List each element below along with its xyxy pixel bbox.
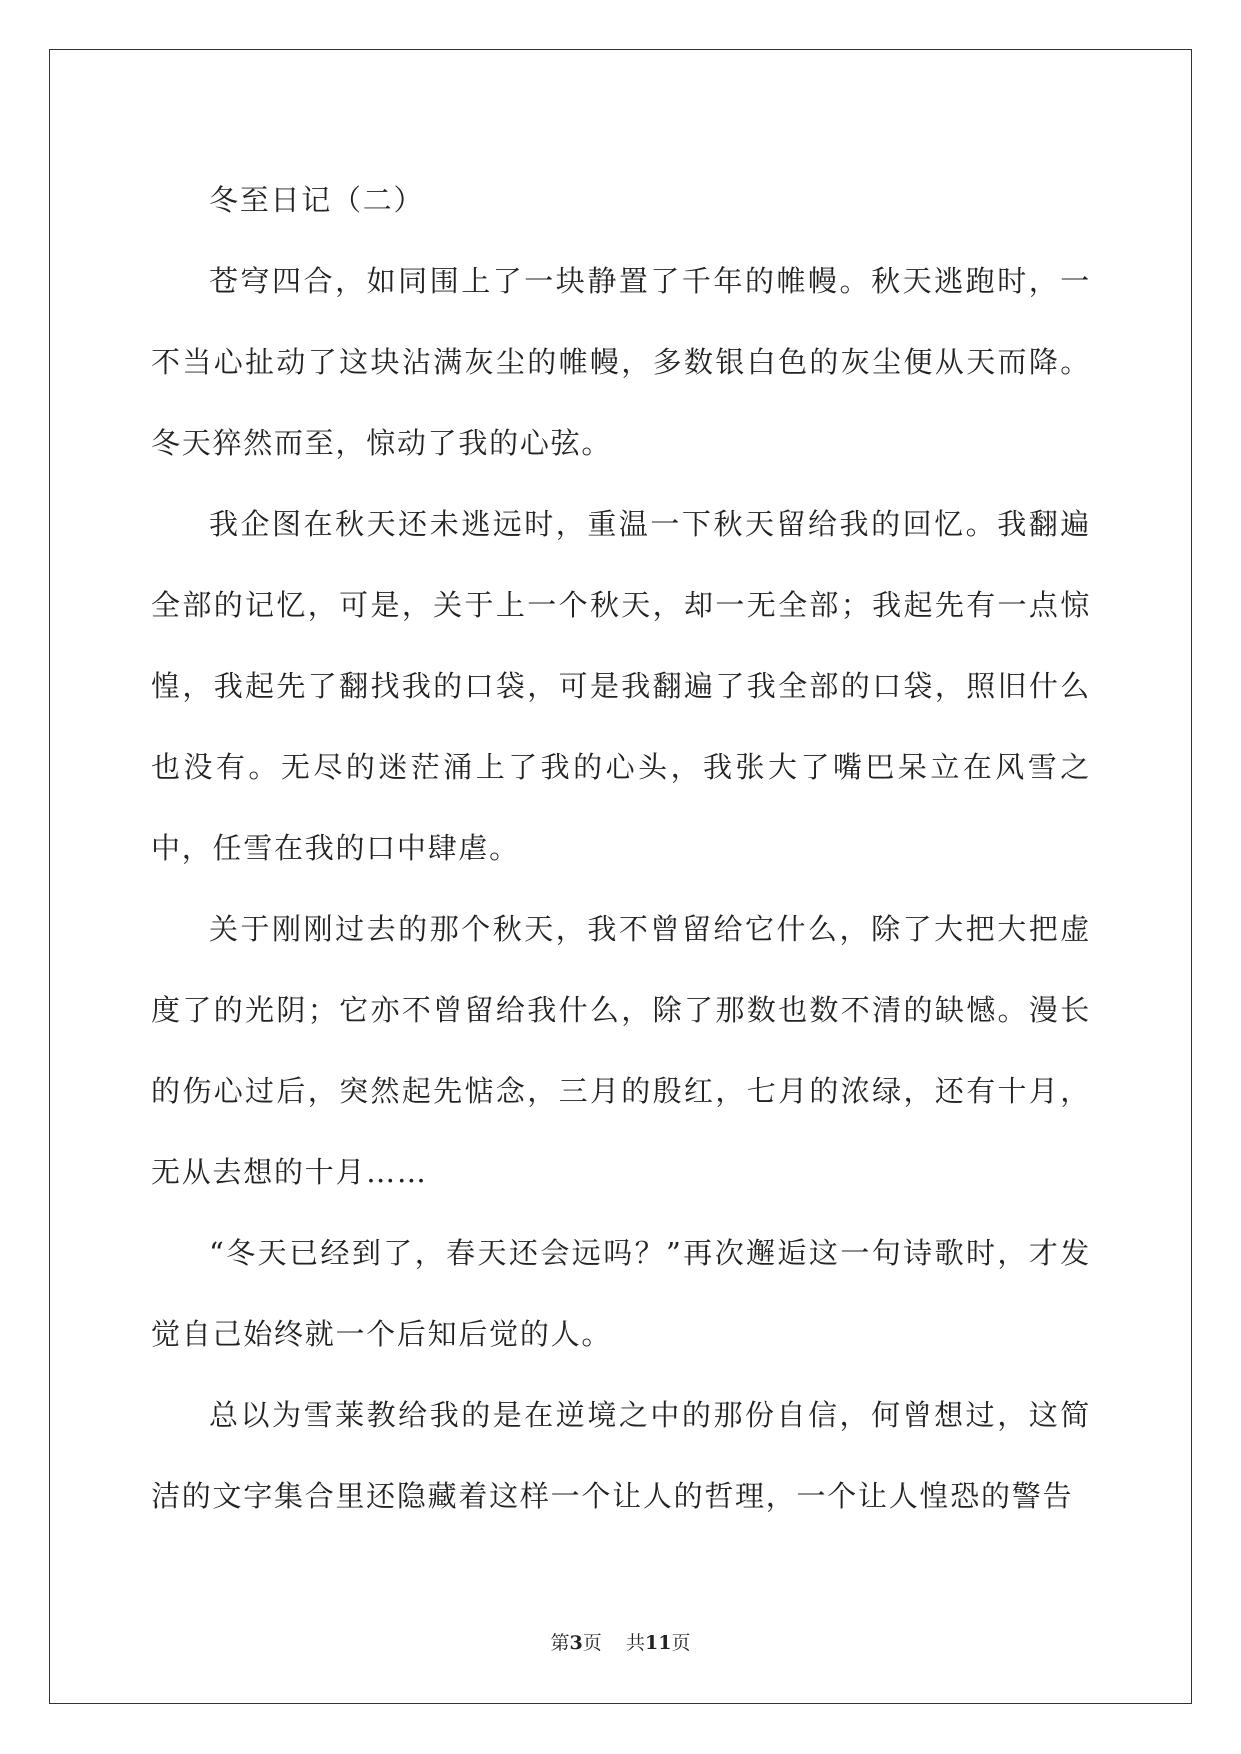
total-prefix: 共 <box>625 1632 645 1654</box>
page-footer <box>0 1628 1241 1655</box>
page-current: 3 <box>569 1632 583 1654</box>
document-title: 冬至日记（二） <box>209 183 425 217</box>
paragraph-4: “冬天已经到了，春天还会远吗？”再次邂逅这一句诗歌时，才发觉自己始终就一个后知后觉的人。 <box>151 1236 1091 1351</box>
page-total: 11 <box>644 1632 672 1654</box>
paragraph-3: 关于刚刚过去的那个秋天，我不曾留给它什么，除了大把大把虚度了的光阴；它亦不曾留给我什么，除了那数也数不清的缺憾。漫长的伤心过后，突然起先惦念，三月的殷红，七月的浓绿，还有十月，无从去想的十月…… <box>151 912 1091 1189</box>
paragraph-2: 我企图在秋天还未逃远时，重温一下秋天留给我的回忆。我翻遍全部的记忆，可是，关于上一个秋天，却一无全部；我起先有一点惊惶，我起先了翻找我的口袋，可是我翻遍了我全部的口袋，照旧什么也没有。无尽的迷茫涌上了我的心头，我张大了嘴巴呆立在风雪之中，任雪在我的口中肆虐。 <box>151 507 1091 865</box>
total-suffix: 页 <box>671 1632 691 1654</box>
document-body <box>151 160 1091 1537</box>
page-prefix: 第 <box>550 1632 570 1654</box>
paragraph-1: 苍穹四合，如同围上了一块静置了千年的帷幔。秋天逃跑时，一不当心扯动了这块沾满灰尘的帷幔，多数银白色的灰尘便从天而降。冬天猝然而至，惊动了我的心弦。 <box>151 264 1091 460</box>
page-suffix: 页 <box>582 1632 602 1654</box>
paragraph-5: 总以为雪莱教给我的是在逆境之中的那份自信，何曾想过，这简洁的文字集合里还隐藏着这样一个让人的哲理，一个让人惶恐的警告 <box>151 1398 1091 1513</box>
